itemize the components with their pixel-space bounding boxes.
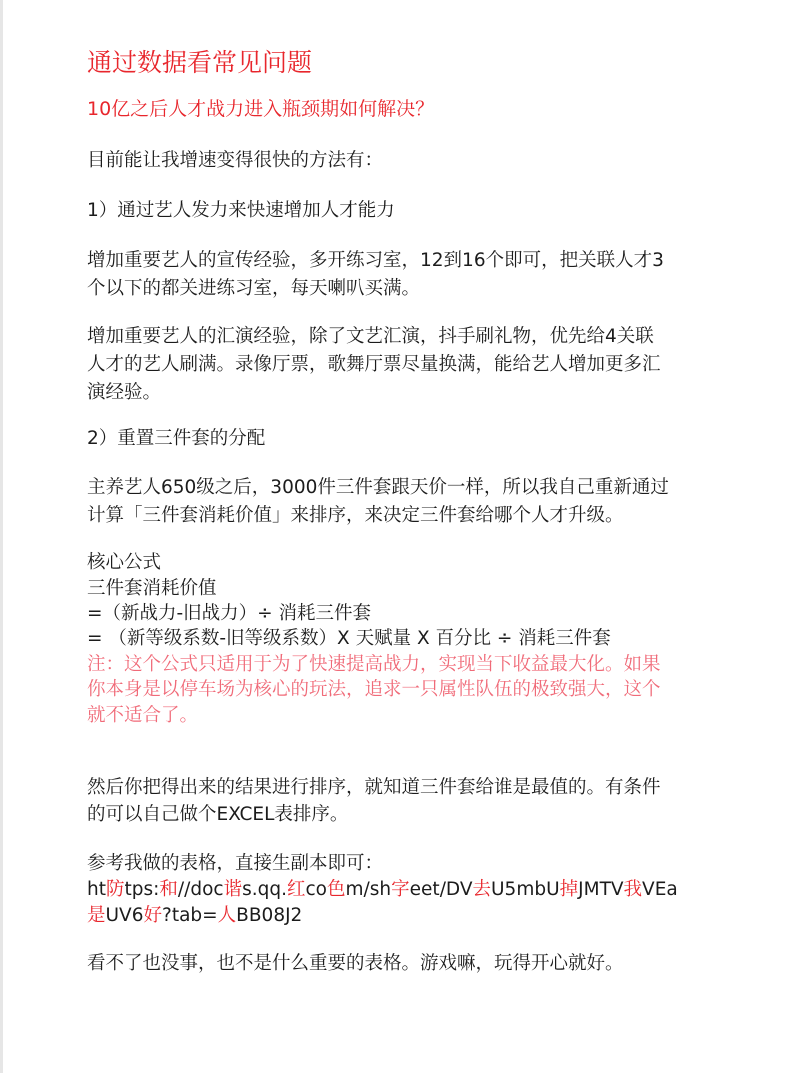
link-text-segment: s.qq. [242,879,287,900]
link-text-segment: eet/DV [409,879,473,900]
page-title: 通过数据看常见问题 [87,48,313,77]
link-text-segment: VEa [642,879,678,900]
paragraph-3-line-2: 计算「三件套消耗价值」来排序，来决定三件套给哪个人才升级。 [87,505,624,526]
paragraph-3-line-1: 主养艺人650级之后，3000件三件套跟天价一样，所以我自己重新通过 [87,477,669,498]
paragraph-2-line-1: 增加重要艺人的汇演经验，除了文艺汇演，抖手刷礼物，优先给4关联 [87,326,654,347]
reference-intro: 参考我做的表格，直接生副本即可： [87,853,384,874]
link-insert-char: 掉 [559,879,579,900]
note-line-2: 你本身是以停车场为核心的玩法，追求一只属性队伍的极致强大，这个 [87,679,661,700]
link-text-segment: JMTV [578,879,624,900]
link-insert-char: 好 [143,905,162,926]
link-text-segment: ht [87,879,106,900]
left-border [0,0,3,1073]
formula-step-2: = （新等级系数-旧等级系数）X 天赋量 X 百分比 ÷ 消耗三件套 [87,628,611,649]
link-text-segment: tps: [124,879,160,900]
paragraph-1-line-2: 个以下的都关进练习室，每天喇叭买满。 [87,278,421,299]
link-text-segment: ?tab= [162,905,218,926]
link-insert-char: 色 [327,879,346,900]
link-insert-char: 人 [217,905,237,926]
section-2-heading: 2）重置三件套的分配 [87,428,266,449]
link-insert-char: 我 [623,879,643,900]
link-text-segment: U5mbU [491,879,560,900]
link-text-segment: BB08J2 [236,905,303,926]
section-1-heading: 1）通过艺人发力来快速增加人才能力 [87,200,395,221]
link-insert-char: 防 [105,879,125,900]
link-text-segment: UV6 [105,905,144,926]
paragraph-1-line-1: 增加重要艺人的宣传经验，多开练习室，12到16个即可，把关联人才3 [87,250,664,271]
paragraph-4-line-2: 的可以自己做个EXCEL表排序。 [87,804,349,825]
link-insert-char: 去 [472,879,492,900]
note-line-1: 注：这个公式只适用于为了快速提高战力，实现当下收益最大化。如果 [87,654,661,675]
link-line-2[interactable] [87,902,302,930]
link-text-segment: //doc [177,879,224,900]
note-line-3: 就不适合了。 [87,705,199,726]
link-insert-char: 字 [391,879,410,900]
formula-step-1: =（新战力-旧战力）÷ 消耗三件套 [87,603,372,624]
link-insert-char: 红 [287,879,306,900]
link-text-segment: co [305,879,328,900]
paragraph-2-line-2: 人才的艺人刷满。录像厅票，歌舞厅票尽量换满，能给艺人增加更多汇 [87,354,661,375]
formula-heading: 核心公式 [87,552,162,573]
page-subtitle: 10亿之后人才战力进入瓶颈期如何解决？ [87,98,435,120]
link-insert-char: 和 [159,879,178,900]
link-insert-char: 谐 [223,879,243,900]
intro-text: 目前能让我增速变得很快的方法有： [87,150,384,171]
paragraph-4-line-1: 然后你把得出来的结果进行排序，就知道三件套给谁是最值的。有条件 [87,777,661,798]
link-line-1[interactable] [87,876,678,904]
formula-name: 三件套消耗价值 [87,578,217,599]
link-insert-char: 是 [87,905,106,926]
link-text-segment: m/sh [345,879,392,900]
closing-text: 看不了也没事，也不是什么重要的表格。游戏嘛，玩得开心就好。 [87,953,624,974]
paragraph-2-line-3: 演经验。 [87,382,162,403]
